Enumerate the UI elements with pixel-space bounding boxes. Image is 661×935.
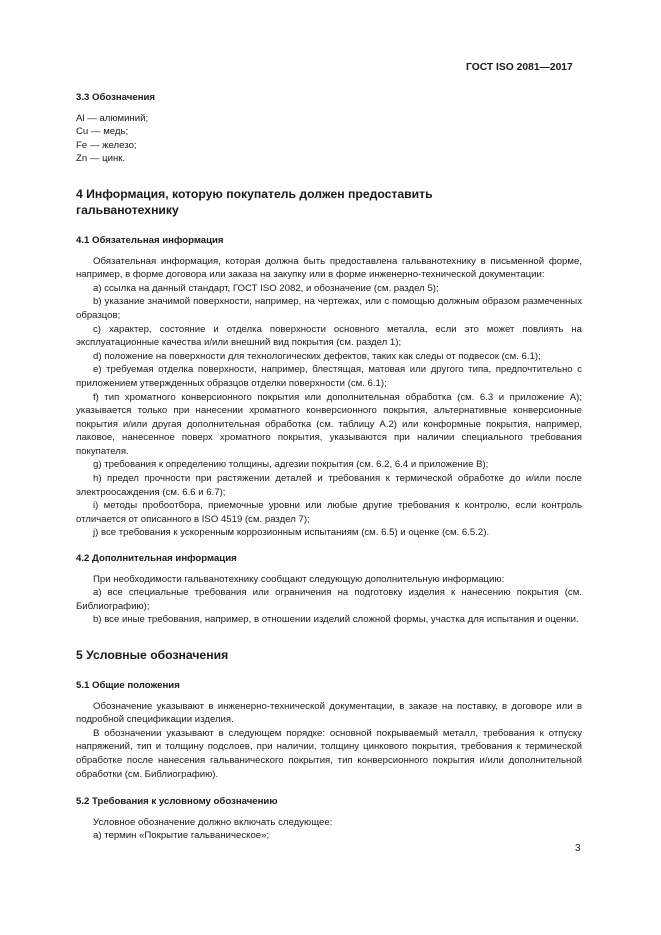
symbol-item: Fe — железо; xyxy=(76,139,137,151)
document-header: ГОСТ ISO 2081—2017 xyxy=(466,62,573,73)
symbol-item: Cu — медь; xyxy=(76,126,129,138)
section-3-3-title: 3.3 Обозначения xyxy=(76,92,155,103)
section-5-2-title: 5.2 Требования к условному обозначению xyxy=(76,796,278,808)
page-number: 3 xyxy=(575,843,581,854)
section-4-1-body xyxy=(76,255,582,540)
list-item: a) ссылка на данный стандарт, ГОСТ ISO 2082, и обозначение (см. раздел 5); xyxy=(93,282,439,294)
list-item: h) предел прочности при растяжении деталей и требования к термической обработке до и/или после электроосаждения (см. 6.6 и 6.7); xyxy=(76,473,582,498)
list-item: b) указание значимой поверхности, например, на чертежах, или с помощью должным образом размеченных образцов; xyxy=(76,296,582,321)
symbol-item: Al — алюминий; xyxy=(76,112,149,124)
list-item: e) требуемая отделка поверхности, например, блестящая, матовая или другого типа, предпочтительно с приложением утвержденных образцов отделки поверхности (см. 6.1); xyxy=(76,364,582,389)
paragraph: Обязательная информация, которая должна быть предоставлена гальванотехнику в письменной форме, например, в форме договора или заказа на закупку или в форме инженерно-технической документации: xyxy=(76,255,582,281)
list-item: b) все иные требования, например, в отношении изделий сложной формы, участка для испытания и оценки. xyxy=(93,614,579,626)
paragraph: При необходимости гальванотехнику сообщают следующую дополнительную информацию: xyxy=(93,573,505,585)
section-4-2-body xyxy=(76,573,582,627)
symbol-item: Zn — цинк. xyxy=(76,153,126,165)
list-item: d) положение на поверхности для технологических дефектов, таких как следы от подвесок (см. 6.1); xyxy=(93,350,541,362)
section-4-title: 4 Информация, которую покупатель должен предоставить гальванотехнику xyxy=(76,186,433,217)
section-5-title: 5 Условные обозначения xyxy=(76,648,229,662)
list-item: c) характер, состояние и отделка поверхности основного металла, если это может повлиять на эксплуатационные качества и/или внешний вид покрытия (см. раздел 1); xyxy=(76,323,582,349)
list-item: i) методы пробоотбора, приемочные уровни или любые другие требования к контролю, если контроль отличается от описанного в ISO 4519 (см. раздел 7); xyxy=(76,500,582,525)
section-5-1-title: 5.1 Общие положения xyxy=(76,680,180,691)
list-item: a) все специальные требования или ограничения на подготовку изделия к нанесению покрытия (см. Библиографию); xyxy=(76,587,582,612)
paragraph: Условное обозначение должно включать следующее: xyxy=(93,816,333,828)
list-item: a) термин «Покрытие гальваническое»; xyxy=(93,830,270,842)
section-4-2-title: 4.2 Дополнительная информация xyxy=(76,553,237,565)
page-content xyxy=(76,91,582,843)
section-5-1-body xyxy=(76,700,582,782)
symbol-list xyxy=(76,112,582,166)
section-5-2-body xyxy=(76,816,582,843)
list-item: g) требования к определению толщины, адгезии покрытия (см. 6.2, 6.4 и приложение В); xyxy=(93,459,489,471)
paragraph: В обозначении указывают в следующем порядке: основной покрываемый металл, требования к отпуску напряжений, тип и толщину подслоев, при наличии, толщину цинкового покрытия, требования к термической обработке после нанесения гальванического покрытия, тип конверсионного покрытия и/или дополнительной обработки (см. Библиографию). xyxy=(76,727,582,780)
list-item: f) тип хроматного конверсионного покрытия или дополнительная обработка (см. 6.3 и приложение А); указывается только при нанесении хроматного конверсионного покрытия, альтернативные конверсионные покрытия и/или другая дополнительная обработка (см. таблицу А.2) или конформные покрытия, например, лаковое, нанесенное поверх хроматного покрытия, указываются при наличии специального требования покупателя. xyxy=(76,391,582,457)
section-4-1-title: 4.1 Обязательная информация xyxy=(76,234,224,246)
list-item: j) все требования к ускоренным коррозионным испытаниям (см. 6.5) и оценке (см. 6.5.2). xyxy=(93,527,490,539)
paragraph: Обозначение указывают в инженерно-технической документации, в заказе на поставку, в договоре или в подробной спецификации изделия. xyxy=(76,700,582,726)
